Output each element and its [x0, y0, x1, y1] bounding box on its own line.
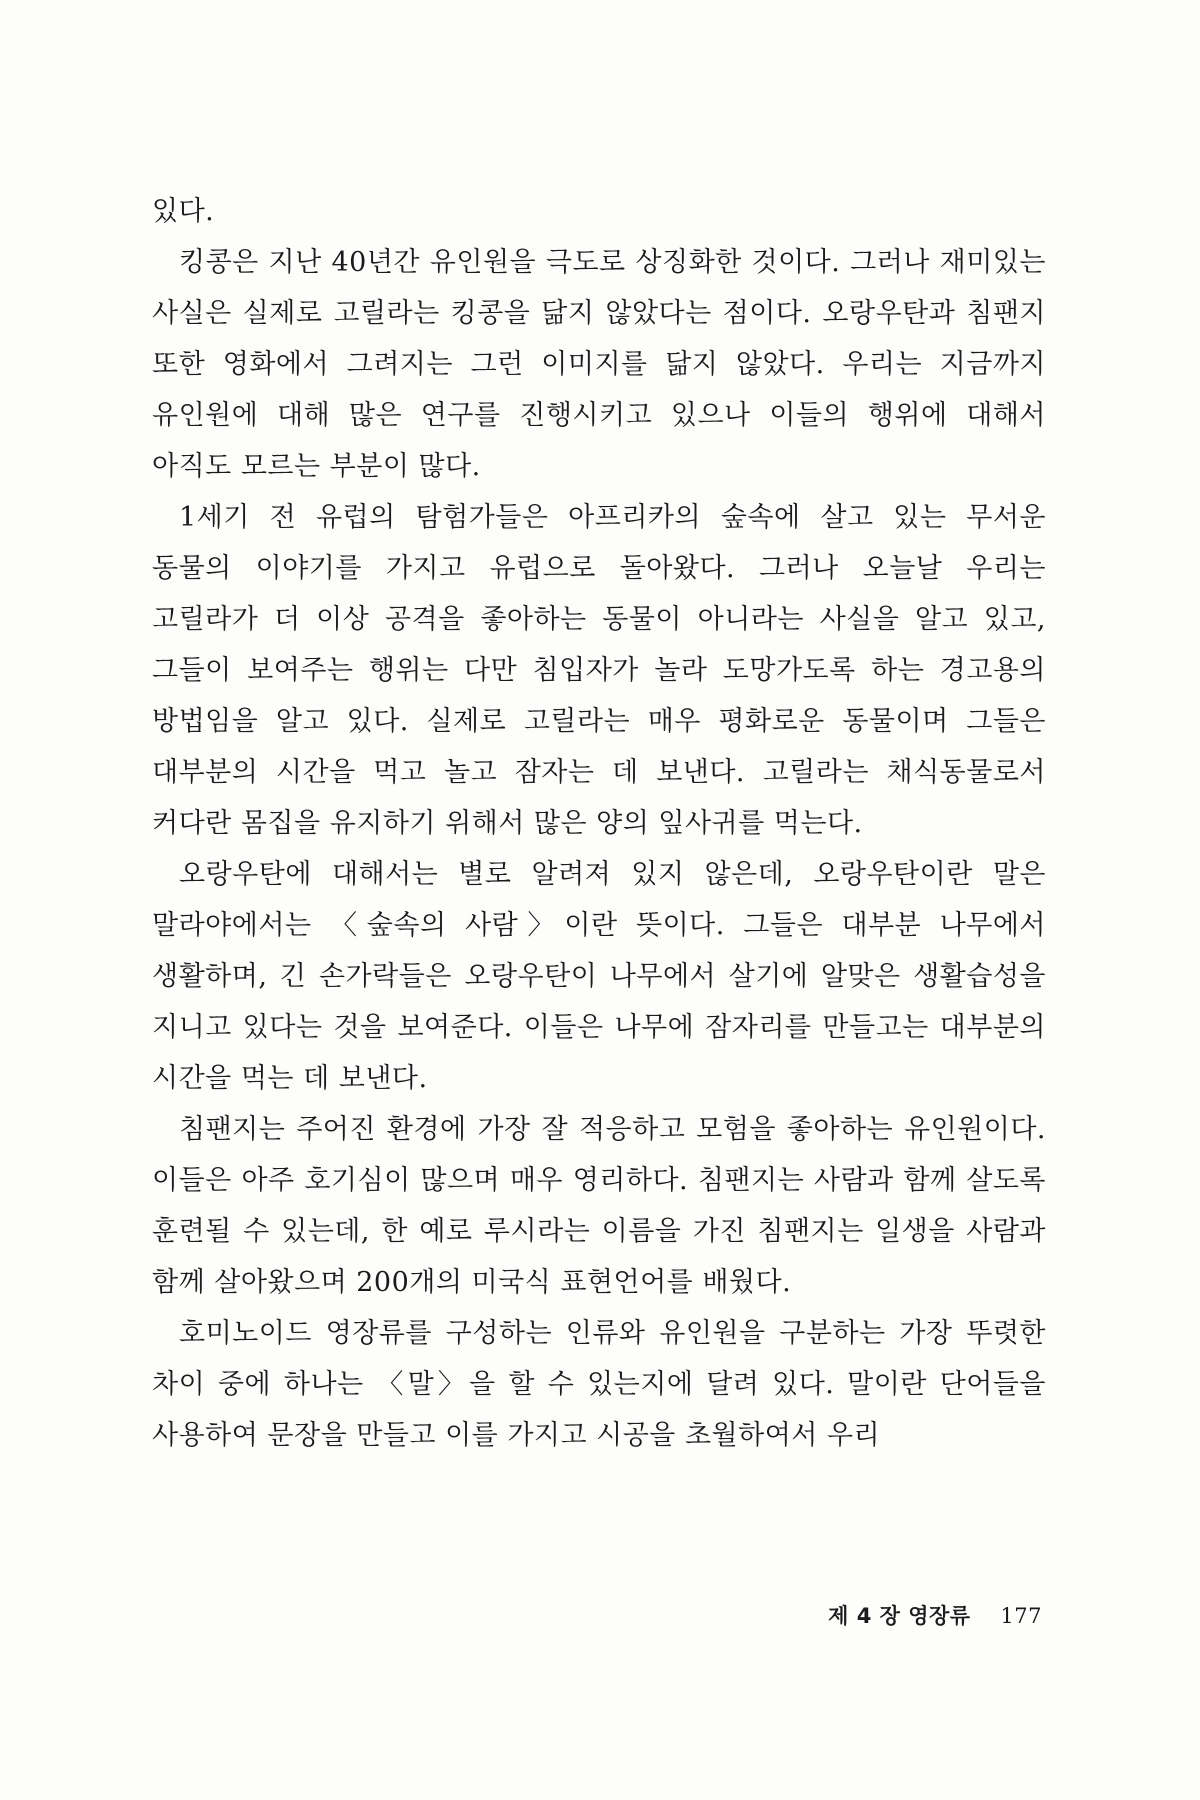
paragraph-gorilla: 1세기 전 유럽의 탐험가들은 아프리카의 숲속에 살고 있는 무서운 동물의 이야기를 가지고 유럽으로 돌아왔다. 그러나 오늘날 우리는 고릴라가 더 이상 공격을 좋아하는 동물이 아니라는 사실을 알고 있고, 그들이 보여주는 행위는 다만 침입자가 놀라 도망가도록 하는 경고용의 방법임을 알고 있다. 실제로 고릴라는 매우 평화로운 동물이며 그들은 대부분의 시간을 먹고 놀고 잠자는 데 보낸다. 고릴라는 채식동물로서 커다란 몸집을 유지하기 위해서 많은 양의 잎사귀를 먹는다.: [152, 502, 1046, 839]
paragraph-hominoid: 호미노이드 영장류를 구성하는 인류와 유인원을 구분하는 가장 뚜렷한 차이 중에 하나는 〈말〉을 할 수 있는지에 달려 있다. 말이란 단어들을 사용하여 문장을 만들고 이를 가지고 시공을 초월하여서 우리: [152, 1318, 1046, 1451]
page-footer: [828, 1600, 1042, 1630]
page-number: 177: [1000, 1604, 1042, 1628]
paragraph-chimpanzee: 침팬지는 주어진 환경에 가장 잘 적응하고 모험을 좋아하는 유인원이다. 이들은 아주 호기심이 많으며 매우 영리하다. 침팬지는 사람과 함께 살도록 훈련될 수 있는데, 한 예로 루시라는 이름을 가진 침팬지는 일생을 사람과 함께 살아왔으며 200개의 미국식 표현언어를 배웠다.: [152, 1114, 1046, 1298]
paragraph-kingkong: 킹콩은 지난 40년간 유인원을 극도로 상징화한 것이다. 그러나 재미있는 사실은 실제로 고릴라는 킹콩을 닮지 않았다는 점이다. 오랑우탄과 침팬지 또한 영화에서 그려지는 그런 이미지를 닮지 않았다. 우리는 지금까지 유인원에 대해 많은 연구를 진행시키고 있으나 이들의 행위에 대해서 아직도 모르는 부분이 많다.: [152, 247, 1046, 482]
chapter-title: 제 4 장 영장류: [828, 1604, 971, 1628]
paragraph-orangutan: 오랑우탄에 대해서는 별로 알려져 있지 않은데, 오랑우탄이란 말은 말라야에서는 〈숲속의 사람〉이란 뜻이다. 그들은 대부분 나무에서 생활하며, 긴 손가락들은 오랑우탄이 나무에서 살기에 알맞은 생활습성을 지니고 있다는 것을 보여준다. 이들은 나무에 잠자리를 만들고는 대부분의 시간을 먹는 데 보낸다.: [152, 859, 1046, 1094]
body-text: [152, 186, 1046, 1461]
paragraph-continuation: 있다.: [152, 196, 215, 227]
